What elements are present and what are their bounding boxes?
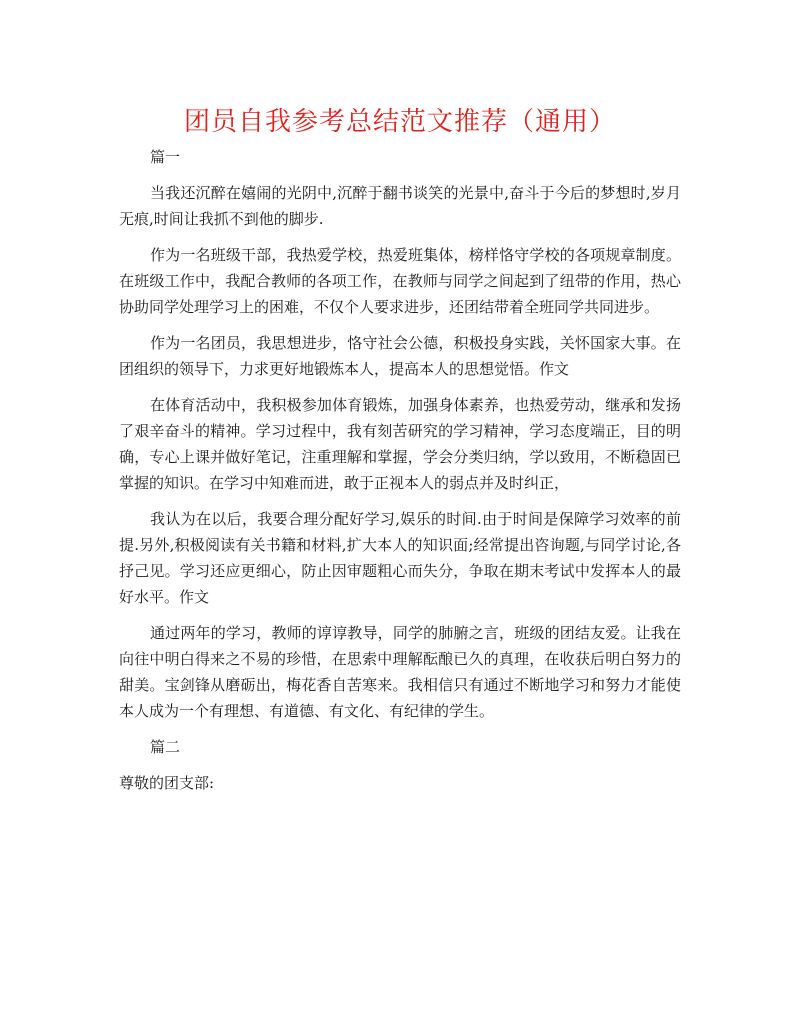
section-heading-one: 篇一 [150, 148, 181, 166]
document-title: 团员自我参考总结范文推荐（通用） [183, 107, 616, 137]
paragraph-6: 通过两年的学习，教师的谆谆教导，同学的肺腑之言，班级的团结友爱。让我在向往中明白得来之不易的珍惜，在思索中理解酝酿已久的真理，在收获后明白努力的甜美。宝剑锋从磨砺出，梅花香自苦寒来。我相信只有通过不断地学习和努力才能使本人成为一个有理想、有道德、有文化、有纪律的学生。 [119, 624, 681, 720]
paragraph-1: 当我还沉醉在嬉闹的光阴中,沉醉于翻书谈笑的光景中,奋斗于今后的梦想时,岁月无痕,时间让我抓不到他的脚步. [119, 184, 681, 228]
document-body [119, 144, 681, 806]
section-heading-two: 篇二 [150, 738, 181, 756]
paragraph-4: 在体育活动中，我积极参加体育锻炼，加强身体素养，也热爱劳动，继承和发扬了艰辛奋斗的精神。学习过程中，我有刻苦研究的学习精神，学习态度端正，目的明确，专心上课并做好笔记，注重理解和掌握，学会分类归纳，学以致用，不断稳固已掌握的知识。在学习中知难而进，敢于正视本人的弱点并及时纠正， [119, 396, 681, 492]
paragraph-3: 作为一名团员，我思想进步，恪守社会公德，积极投身实践，关怀国家大事。在团组织的领导下，力求更好地锻炼本人，提高本人的思想觉悟。作文 [119, 334, 681, 378]
paragraph-5: 我认为在以后，我要合理分配好学习,娱乐的时间.由于时间是保障学习效率的前提.另外,积极阅读有关书籍和材料,扩大本人的知识面;经常提出咨询题,与同学讨论,各抒己见。学习还应更细心，防止因审题粗心而失分，争取在期末考试中发挥本人的最好水平。作文 [119, 510, 681, 606]
paragraph-2: 作为一名班级干部，我热爱学校，热爱班集体，榜样恪守学校的各项规章制度。在班级工作中，我配合教师的各项工作，在教师与同学之间起到了纽带的作用，热心协助同学处理学习上的困难，不仅个人要求进步，还团结带着全班同学共同进步。 [119, 246, 681, 316]
salutation: 尊敬的团支部: [119, 774, 215, 792]
